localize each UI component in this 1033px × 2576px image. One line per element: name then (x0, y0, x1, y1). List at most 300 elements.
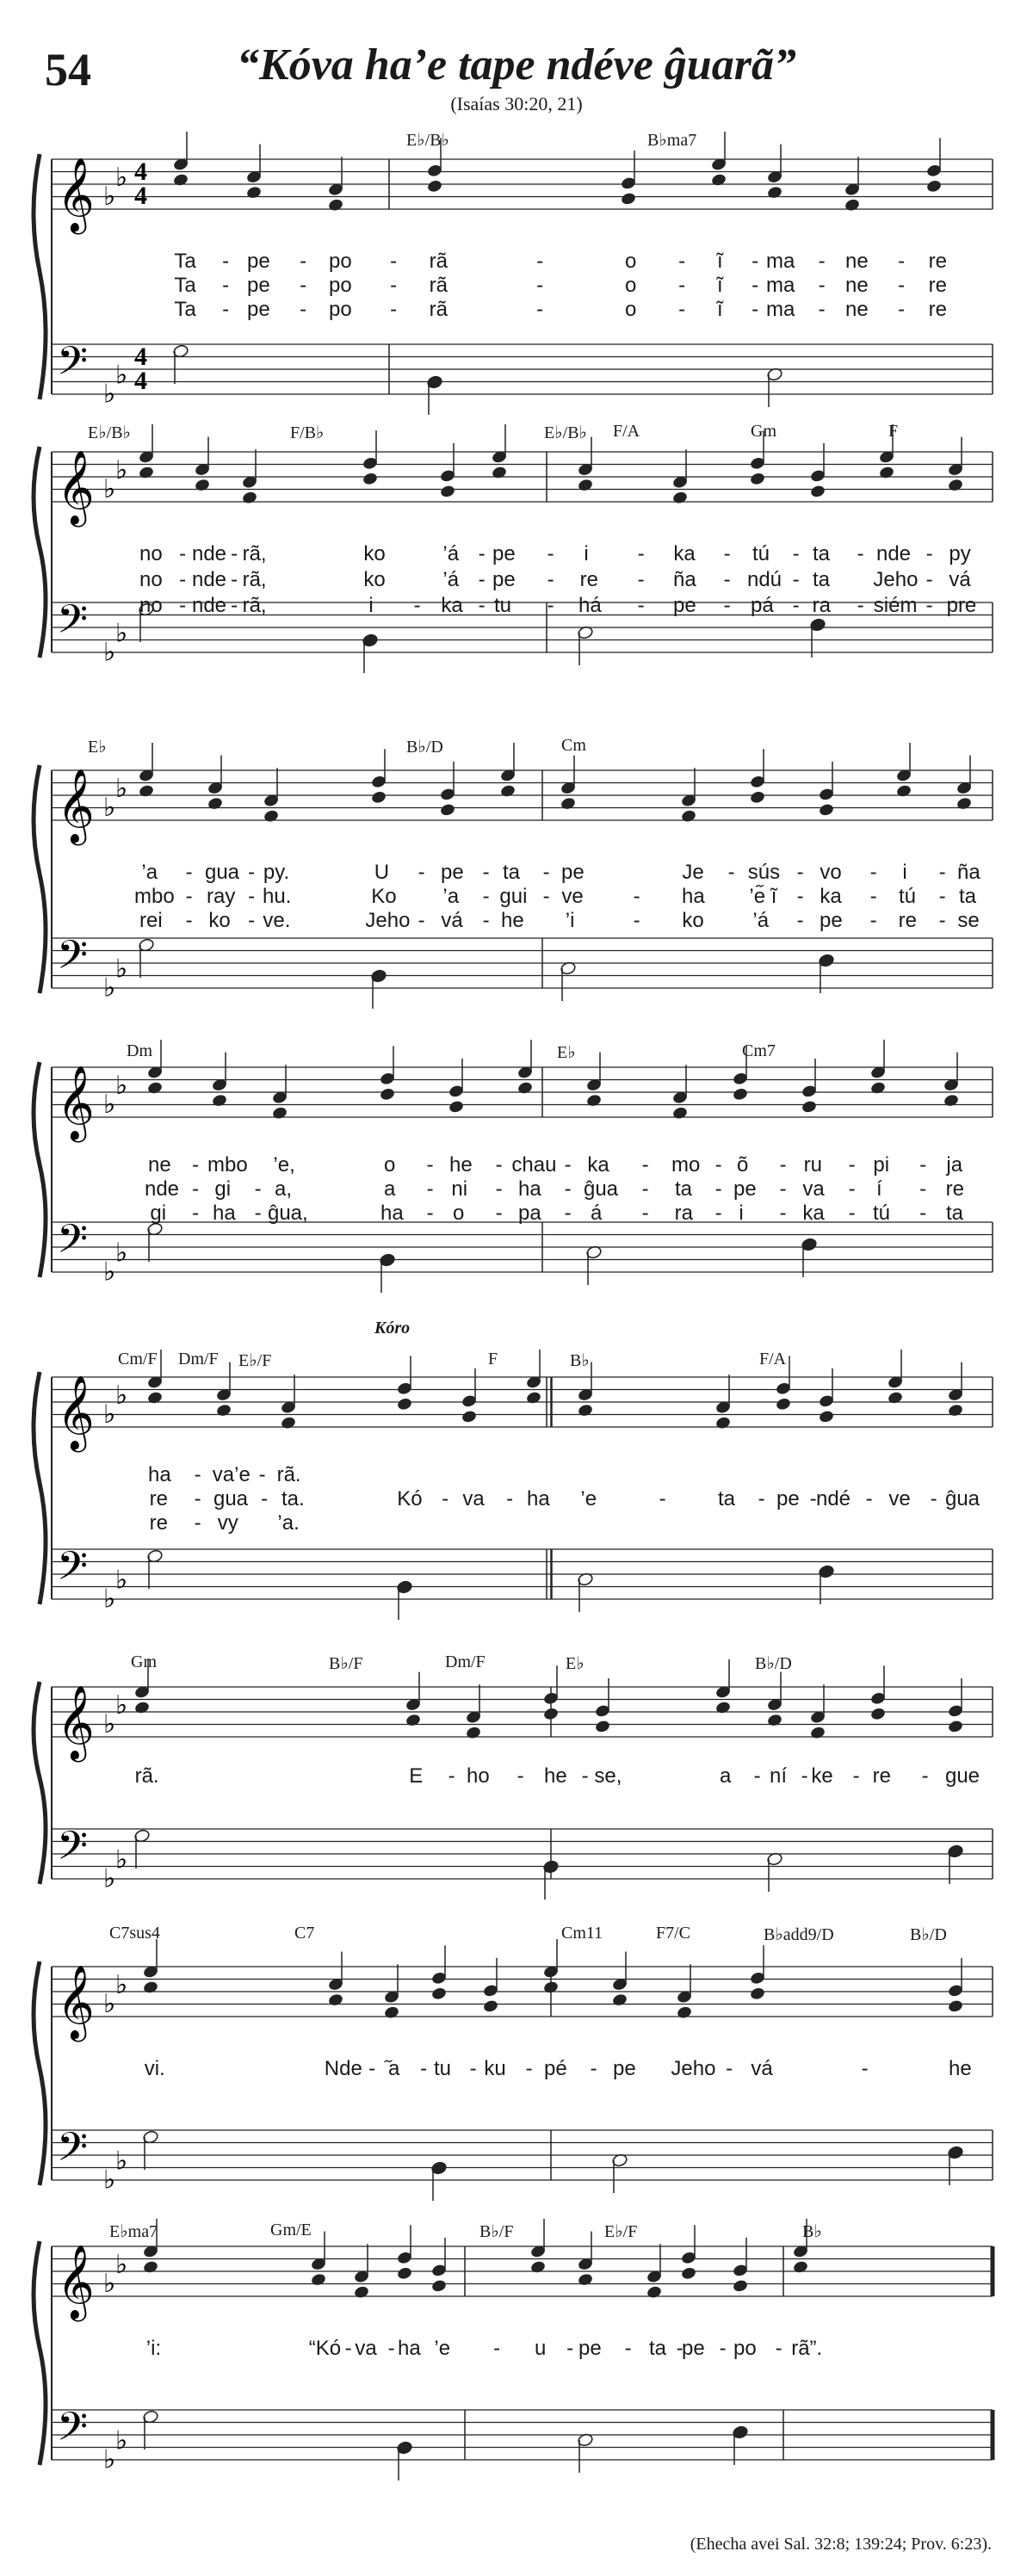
lyric-syllable: pe (672, 594, 696, 617)
lyric-syllable: no (139, 594, 163, 617)
flat-icon: ♭ (115, 1072, 128, 1101)
bass-clef-icon: 𝄢 (57, 1543, 89, 1599)
lyric-hyphen: - (676, 2337, 684, 2360)
lyric-syllable: Je (682, 861, 704, 884)
lyric-syllable: ĩ (716, 250, 723, 273)
lyric-syllable: rã. (134, 1764, 159, 1788)
lyric-syllable: hu. (262, 885, 292, 908)
lyric-syllable: rã. (276, 1463, 301, 1486)
lyric-syllable: pe (440, 861, 464, 884)
lyric-hyphen: - (938, 885, 946, 908)
chord-symbol: Cm7 (742, 1041, 776, 1060)
lyric-syllable: nde (191, 568, 227, 591)
lyric-syllable: E (409, 1764, 424, 1788)
lyric-hyphen: - (779, 1177, 787, 1201)
chord-symbol: F/B♭ (290, 423, 325, 442)
lyric-syllable: tú (872, 1202, 891, 1225)
lyric-syllable: ’a (442, 885, 460, 908)
lyric-syllable: ray (206, 885, 236, 908)
flat-icon: ♭ (103, 638, 116, 667)
lyric-syllable: pe (819, 909, 843, 932)
chorus-marker: Kóro (374, 1319, 411, 1337)
lyric-hyphen: - (194, 1511, 201, 1535)
chord-symbol: Dm/F (445, 1652, 486, 1671)
lyric-hyphen: - (478, 568, 486, 591)
note-head (680, 2266, 696, 2281)
lyric-hyphen: - (547, 568, 554, 591)
lyric-syllable: tu (433, 2057, 452, 2080)
lyric-syllable: pe (612, 2057, 636, 2080)
lyric-hyphen: - (779, 1153, 787, 1177)
lyric-syllable: ha (380, 1202, 404, 1225)
lyric-syllable: rã”. (791, 2337, 823, 2360)
lyric-hyphen: - (426, 1153, 434, 1177)
lyric-hyphen: - (426, 1202, 434, 1225)
lyric-syllable: Ko (371, 885, 397, 908)
bass-clef-icon: 𝄢 (57, 932, 89, 988)
lyric-syllable: ve (888, 1487, 911, 1510)
lyric-hyphen: - (194, 1487, 201, 1510)
lyric-hyphen: - (637, 542, 645, 565)
lyric-hyphen: - (641, 1202, 649, 1225)
flat-icon: ♭ (115, 954, 128, 984)
lyric-syllable: ᷉a (387, 2057, 400, 2080)
lyric-hyphen: - (898, 298, 906, 321)
lyric-syllable: mo (671, 1153, 701, 1177)
lyric-hyphen: - (714, 1153, 722, 1177)
lyric-syllable: he (448, 1153, 473, 1177)
lyric-hyphen: - (368, 2057, 376, 2080)
lyric-hyphen: - (752, 274, 759, 297)
lyric-syllable: ĝua (944, 1487, 980, 1510)
lyric-syllable: ndú (746, 568, 782, 591)
lyric-hyphen: - (753, 1764, 761, 1788)
lyric-syllable: rã (429, 298, 448, 321)
lyric-hyphen: - (925, 542, 933, 565)
chord-symbol: Cm/F (118, 1350, 158, 1368)
lyric-hyphen: - (779, 1202, 787, 1225)
lyric-syllable: no (139, 568, 163, 591)
flat-icon: ♭ (115, 1691, 128, 1720)
lyric-syllable: pe (578, 2337, 602, 2360)
lyric-hyphen: - (581, 1764, 589, 1788)
flat-icon: ♭ (115, 1566, 128, 1595)
lyric-syllable: ha (397, 2337, 421, 2360)
lyric-hyphen: - (254, 1202, 262, 1225)
time-signature: 4 (134, 158, 147, 186)
lyric-syllable: ’a. (277, 1511, 300, 1535)
lyric-hyphen: - (516, 1764, 524, 1788)
lyric-hyphen: - (898, 274, 906, 297)
time-signature: 4 (134, 343, 147, 371)
lyric-syllable: ve (561, 885, 584, 908)
bass-clef-icon: 𝄢 (57, 1216, 89, 1272)
lyric-syllable: po (328, 274, 352, 297)
chord-symbol: Cm11 (561, 1924, 603, 1943)
lyric-hyphen: - (727, 861, 735, 884)
lyric-syllable: rã (429, 274, 448, 297)
lyric-hyphen: - (222, 274, 230, 297)
lyric-hyphen: - (192, 1177, 200, 1201)
flat-icon: ♭ (103, 2445, 116, 2474)
lyric-hyphen: - (564, 1202, 572, 1225)
lyric-syllable: a, (274, 1177, 293, 1201)
lyric-hyphen: - (493, 2337, 501, 2360)
lyric-syllable: re (579, 568, 598, 591)
lyric-syllable: re (928, 250, 947, 273)
lyric-hyphen: - (413, 594, 421, 617)
lyric-syllable: pá (750, 594, 774, 617)
chord-symbol: E♭/F (604, 2222, 638, 2241)
flat-icon: ♭ (103, 1090, 116, 1119)
lyric-syllable: pe (246, 274, 270, 297)
note-head (142, 2260, 158, 2275)
flat-icon: ♭ (115, 1239, 128, 1268)
lyric-hyphen: - (818, 250, 826, 273)
time-signature: 4 (134, 367, 147, 395)
lyric-syllable: i (902, 861, 907, 884)
lyric-syllable: rã, (242, 568, 267, 591)
lyric-hyphen: - (254, 1177, 262, 1201)
lyric-hyphen: - (861, 2057, 869, 2080)
lyric-syllable: ’i (565, 909, 575, 932)
lyric-syllable: ko (363, 542, 386, 565)
lyric-syllable: ho (466, 1764, 490, 1788)
lyric-hyphen: - (179, 542, 187, 565)
lyric-syllable: ta (648, 2337, 667, 2360)
lyric-syllable: ndé (815, 1487, 851, 1510)
lyric-hyphen: - (869, 885, 877, 908)
note-head (353, 2285, 369, 2300)
lyric-hyphen: - (536, 298, 544, 321)
chord-symbol: B♭/F (329, 1654, 363, 1673)
lyric-syllable: va (355, 2337, 377, 2360)
lyric-syllable: ka (673, 542, 696, 565)
lyric-hyphen: - (185, 909, 193, 932)
lyric-hyphen: - (300, 274, 307, 297)
lyric-hyphen: - (714, 1202, 722, 1225)
lyric-syllable: pe (492, 542, 516, 565)
treble-clef-icon: 𝄞 (57, 1066, 95, 1140)
lyric-syllable: ha (212, 1202, 236, 1225)
lyric-syllable: ku (484, 2057, 506, 2080)
flat-icon: ♭ (103, 1399, 116, 1429)
lyric-syllable: gui (499, 885, 528, 908)
lyric-syllable: vi. (144, 2057, 165, 2080)
lyric-hyphen: - (925, 594, 933, 617)
lyric-syllable: o (624, 250, 637, 273)
lyric-hyphen: - (938, 909, 946, 932)
lyric-syllable: gi (214, 1177, 232, 1201)
lyric-hyphen: - (344, 2337, 352, 2360)
lyric-hyphen: - (506, 1487, 514, 1510)
lyric-syllable: pre (946, 594, 977, 617)
flat-icon: ♭ (103, 182, 116, 211)
lyric-hyphen: - (792, 568, 800, 591)
lyric-syllable: he (948, 2057, 972, 2080)
time-signature: 4 (134, 182, 147, 210)
lyric-syllable: pé (543, 2057, 567, 2080)
lyric-hyphen: - (418, 861, 425, 884)
lyric-syllable: vá (949, 568, 971, 591)
lyric-hyphen: - (261, 1487, 269, 1510)
lyric-syllable: pe (560, 861, 585, 884)
lyric-hyphen: - (482, 909, 490, 932)
lyric-hyphen: - (857, 542, 864, 565)
lyric-hyphen: - (938, 861, 946, 884)
flat-icon: ♭ (115, 2426, 128, 2456)
lyric-syllable: ka (802, 1202, 825, 1225)
lyric-hyphen: - (300, 250, 307, 273)
lyric-hyphen: - (300, 298, 307, 321)
flat-icon: ♭ (103, 2269, 116, 2298)
lyric-syllable: ĝua (583, 1177, 619, 1201)
lyric-syllable: ma (765, 274, 795, 297)
lyric-hyphen: - (919, 1153, 927, 1177)
flat-icon: ♭ (115, 619, 128, 648)
lyric-hyphen: - (469, 2057, 477, 2080)
lyric-hyphen: - (818, 298, 826, 321)
chord-symbol: Gm/E (270, 2221, 312, 2239)
lyric-syllable: gi (150, 1202, 167, 1225)
lyric-syllable: pe (776, 1487, 800, 1510)
flat-icon: ♭ (103, 380, 116, 409)
lyric-syllable: ta (812, 542, 831, 565)
lyric-syllable: ni (451, 1177, 468, 1201)
lyric-hyphen: - (869, 909, 877, 932)
lyric-syllable: siém (873, 594, 918, 617)
lyric-hyphen: - (536, 274, 544, 297)
lyric-hyphen: - (231, 568, 238, 591)
chord-symbol: E♭/B♭ (88, 423, 131, 442)
lyric-syllable: sús (747, 861, 781, 884)
lyric-hyphen: - (919, 1177, 927, 1201)
lyric-hyphen: - (525, 2057, 533, 2080)
lyric-hyphen: - (222, 298, 230, 321)
lyric-syllable: Jeho (671, 2057, 716, 2080)
lyric-hyphen: - (641, 1177, 649, 1201)
lyric-syllable: i (584, 542, 589, 565)
lyric-syllable: nde (144, 1177, 180, 1201)
bass-clef-icon: 𝄢 (57, 1823, 89, 1879)
chord-symbol: B♭/F (479, 2222, 514, 2241)
lyric-hyphen: - (564, 1153, 572, 1177)
lyric-syllable: tu (493, 594, 512, 617)
lyric-hyphen: - (185, 885, 193, 908)
chord-symbol: C7sus4 (109, 1924, 160, 1943)
lyric-hyphen: - (442, 1487, 449, 1510)
flat-icon: ♭ (115, 2147, 128, 2176)
flat-icon: ♭ (115, 1845, 128, 1875)
lyric-hyphen: - (719, 2337, 727, 2360)
lyric-hyphen: - (194, 1463, 201, 1486)
lyric-hyphen: - (752, 250, 759, 273)
lyric-hyphen: - (192, 1153, 200, 1177)
lyric-syllable: ta (717, 1487, 736, 1510)
lyric-hyphen: - (930, 1487, 937, 1510)
chord-symbol: Dm (127, 1041, 152, 1060)
lyric-hyphen: - (179, 568, 187, 591)
chord-symbol: E♭ma7 (109, 2222, 158, 2241)
chord-symbol: C7 (294, 1924, 315, 1943)
lyric-hyphen: - (390, 250, 398, 273)
lyric-syllable: po (328, 250, 352, 273)
brace (34, 2241, 46, 2465)
lyric-hyphen: - (231, 594, 238, 617)
lyric-hyphen: - (678, 298, 686, 321)
lyric-hyphen: - (542, 861, 550, 884)
lyric-syllable: he (500, 909, 524, 932)
chord-symbol: E♭ (88, 738, 107, 757)
chord-symbol: B♭/D (406, 738, 443, 757)
lyric-syllable: ra (674, 1202, 693, 1225)
lyric-hyphen: - (547, 594, 554, 617)
lyric-hyphen: - (852, 1764, 860, 1788)
lyric-hyphen: - (723, 568, 731, 591)
lyric-syllable: ta. (281, 1487, 305, 1510)
lyric-hyphen: - (185, 861, 193, 884)
chord-symbol: B♭/D (910, 1925, 947, 1944)
lyric-hyphen: - (637, 568, 645, 591)
lyric-syllable: nde (191, 542, 227, 565)
lyric-hyphen: - (818, 274, 826, 297)
lyric-hyphen: - (809, 1487, 817, 1510)
lyric-syllable: ko (363, 568, 386, 591)
flat-icon: ♭ (103, 1257, 116, 1287)
lyric-hyphen: - (248, 909, 256, 932)
lyric-syllable: Ta (174, 250, 196, 273)
lyric-syllable: i (368, 594, 374, 617)
chord-symbol: E♭ (557, 1043, 576, 1062)
lyric-syllable: po (328, 298, 352, 321)
note-head (646, 2285, 662, 2300)
lyric-hyphen: - (848, 1153, 856, 1177)
lyric-syllable: pe (681, 2337, 705, 2360)
lyric-syllable: ka (587, 1153, 609, 1177)
page-number: 54 (45, 44, 91, 96)
lyric-syllable: ní (769, 1764, 788, 1788)
lyric-syllable: Jeho (873, 568, 919, 591)
lyric-hyphen: - (869, 861, 877, 884)
lyric-syllable: ne (844, 298, 869, 321)
lyric-hyphen: - (659, 1487, 666, 1510)
flat-icon: ♭ (115, 456, 128, 485)
lyric-hyphen: - (248, 861, 256, 884)
note-head (792, 2260, 808, 2275)
lyric-syllable: vá (441, 909, 463, 932)
lyric-syllable: py. (263, 861, 290, 884)
lyric-syllable: rei (139, 909, 163, 932)
lyric-syllable: vá (751, 2057, 773, 2080)
chord-symbol: E♭/B♭ (544, 423, 587, 442)
lyric-syllable: U (374, 861, 390, 884)
lyric-syllable: va (462, 1487, 485, 1510)
lyric-syllable: vo (820, 861, 842, 884)
flat-icon: ♭ (103, 793, 116, 822)
lyric-syllable: po (733, 2337, 757, 2360)
note-head (732, 2279, 748, 2294)
lyric-syllable: vy (217, 1511, 238, 1535)
lyric-hyphen: - (792, 594, 800, 617)
lyric-syllable: ĩ (716, 274, 723, 297)
lyric-hyphen: - (925, 568, 933, 591)
bass-clef-icon: 𝄢 (57, 338, 89, 394)
lyric-syllable: nde (191, 594, 227, 617)
lyric-syllable: ta (502, 861, 521, 884)
lyric-syllable: i (739, 1202, 744, 1225)
lyric-syllable: pe (246, 298, 270, 321)
lyric-hyphen: - (758, 1487, 765, 1510)
treble-staff (52, 2246, 993, 2296)
lyric-syllable: ha (681, 885, 705, 908)
note-head (430, 2279, 447, 2294)
lyric-syllable: ka (441, 594, 463, 617)
chord-symbol: E♭ (566, 1654, 585, 1673)
chord-symbol: F7/C (656, 1924, 691, 1943)
lyric-syllable: ĩ (716, 298, 723, 321)
lyric-hyphen: - (478, 542, 486, 565)
lyric-hyphen: - (231, 542, 238, 565)
lyric-syllable: no (139, 542, 163, 565)
flat-icon: ♭ (115, 775, 128, 804)
flat-icon: ♭ (103, 1585, 116, 1614)
lyric-syllable: gua (213, 1487, 249, 1510)
lyric-syllable: ne (844, 250, 869, 273)
lyric-hyphen: - (796, 909, 804, 932)
lyric-syllable: gua (204, 861, 240, 884)
chord-symbol: B♭ (802, 2222, 822, 2241)
lyric-hyphen: - (390, 298, 398, 321)
lyric-syllable: ma (765, 298, 795, 321)
lyric-hyphen: - (919, 1202, 927, 1225)
lyric-syllable: ’i: (145, 2337, 162, 2360)
chord-symbol: Dm/F (178, 1350, 219, 1368)
lyric-syllable: pa (517, 1202, 541, 1225)
lyric-syllable: tú (752, 542, 770, 565)
lyric-hyphen: - (426, 1177, 434, 1201)
lyric-hyphen: - (420, 2057, 428, 2080)
lyric-syllable: gue (944, 1764, 980, 1788)
lyric-syllable: se (957, 909, 980, 932)
lyric-syllable: ka (820, 885, 842, 908)
chord-symbol: Cm (561, 736, 586, 755)
lyric-hyphen: - (726, 2057, 733, 2080)
lyric-hyphen: - (792, 542, 800, 565)
lyric-syllable: ’e (434, 2337, 451, 2360)
lyric-syllable: ra (812, 594, 831, 617)
chord-symbol: Gm (131, 1652, 157, 1671)
flat-icon: ♭ (115, 2251, 128, 2280)
flat-icon: ♭ (103, 1989, 116, 2018)
lyric-hyphen: - (921, 1764, 929, 1788)
lyric-syllable: ’á (752, 909, 770, 932)
note-head (310, 2272, 326, 2287)
lyric-syllable: nde (875, 542, 912, 565)
lyric-hyphen: - (752, 298, 759, 321)
flat-icon: ♭ (115, 1381, 128, 1411)
bass-staff (52, 2410, 993, 2460)
lyric-syllable: ña (672, 568, 696, 591)
note-head (396, 2266, 412, 2281)
lyric-syllable: ha (517, 1177, 541, 1201)
flat-icon: ♭ (103, 973, 116, 1003)
footer-reference: (Ehecha avei Sal. 32:8; 139:24; Prov. 6:23). (690, 2535, 992, 2554)
lyric-syllable: Ta (174, 274, 196, 297)
lyric-syllable: o (624, 298, 637, 321)
lyric-hyphen: - (641, 1153, 649, 1177)
note-head (529, 2260, 546, 2275)
lyric-syllable: a (719, 1764, 732, 1788)
